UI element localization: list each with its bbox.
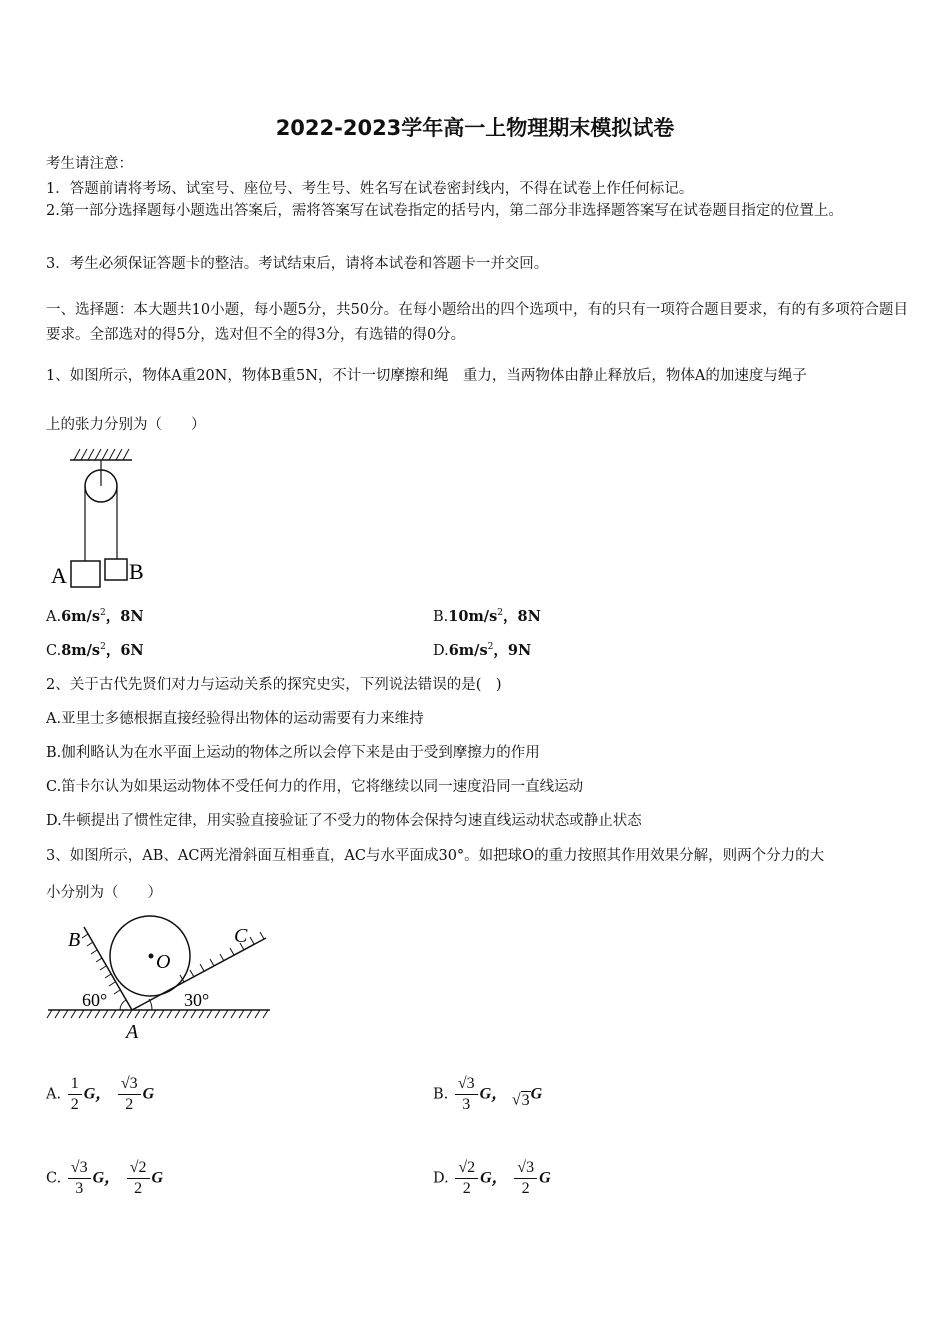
q2-stem: 2、关于古代先贤们对力与运动关系的探究史实，下列说法错误的是( ) [46, 677, 502, 693]
incline-ac-hatch [180, 932, 264, 982]
ground-hatch [47, 1010, 268, 1018]
q1-stem-line1: 1、如图所示，物体A重20N，物体B重5N，不计一切摩擦和绳 重力，当两物体由静止释放后，物体A的加速度与绳子 [46, 368, 807, 384]
q3-stem-line2: 小分别为（ ） [46, 885, 162, 901]
ball-center-dot [149, 954, 154, 959]
q2-option-b[interactable]: B.伽利略认为在水平面上运动的物体之所以会停下来是由于受到摩擦力的作用 [46, 745, 540, 761]
q2-option-a[interactable]: A.亚里士多德根据直接经验得出物体的运动需要有力来维持 [46, 711, 424, 727]
block-b [105, 559, 127, 580]
fraction: $\frac{√3}{3}$ [68, 1158, 91, 1199]
label-b: B [68, 929, 81, 951]
q2-option-c[interactable]: C.笛卡尔认为如果运动物体不受任何力的作用，它将继续以同一速度沿同一直线运动 [46, 779, 584, 795]
ceiling-hatch [74, 449, 129, 460]
notice-item-3: 3．考生必须保证答题卡的整洁。考试结束后，请将本试卷和答题卡一并交回。 [46, 256, 549, 272]
label-c: C [234, 925, 248, 947]
label-b: B [129, 559, 144, 584]
notice-item-1: 1．答题前请将考场、试室号、座位号、考生号、姓名写在试卷密封线内，不得在试卷上作任何标记。 [46, 181, 694, 197]
fraction: $\frac{√3}{3}$ [455, 1074, 478, 1115]
section-heading: 一、选择题：本大题共10小题，每小题5分，共50分。在每小题给出的四个选项中，有的只有一项符合题目要求，有的有多项符合题目要求。全部选对的得5分，选对但不全的得3分，有选错的得0分。 [46, 302, 908, 343]
label-o: O [156, 951, 171, 973]
q1-option-d[interactable]: $D.6m/s^2$，9N [433, 642, 532, 659]
q1-option-b[interactable]: $B.10m/s^2$，8N [433, 608, 541, 625]
fraction: $\frac{√2}{2}$ [455, 1158, 478, 1199]
angle-60-label: 60° [82, 990, 108, 1010]
q3-option-d[interactable]: D. $\frac{√2}{2}$ G， $\frac{√3}{2}$ G [433, 1159, 551, 1197]
notice-heading: 考生请注意： [46, 156, 133, 172]
q1-option-c[interactable]: $C.8m/s^2$，6N [46, 642, 144, 659]
fraction: $\frac{√3}{2}$ [514, 1158, 537, 1199]
q3-option-c[interactable]: C. $\frac{√3}{3}$ G， $\frac{√2}{2}$ G [46, 1159, 164, 1197]
q2-option-d[interactable]: D.牛顿提出了惯性定律，用实验直接验证了不受力的物体会保持匀速直线运动状态或静止状态 [46, 813, 642, 829]
block-a [71, 561, 100, 587]
notice-item-2: 2.第一部分选择题每小题选出答案后，需将答案写在试卷指定的括号内，第二部分非选择题答案写在试卷题目指定的位置上。 [46, 203, 843, 219]
incline-figure [44, 910, 276, 1042]
sqrt: √3 [511, 1091, 530, 1109]
q3-stem-line1: 3、如图所示，AB、AC两光滑斜面互相垂直，AC与水平面成30°。如把球O的重力按照其作用效果分解，则两个分力的大 [46, 848, 825, 864]
q1-stem-line2: 上的张力分别为（ ） [46, 417, 206, 433]
label-a: A [126, 1021, 139, 1042]
angle-arc-left [120, 1000, 126, 1010]
q3-option-b[interactable]: B. $\frac{√3}{3}$ G， √3G [433, 1075, 543, 1113]
pulley-figure [48, 446, 158, 591]
fraction: $\frac{√2}{2}$ [127, 1158, 150, 1199]
incline-ab-hatch [82, 934, 120, 994]
q3-option-a[interactable]: A. $\frac{1}{2}$ G， $\frac{√3}{2}$ G [46, 1075, 155, 1113]
angle-30-label: 30° [184, 990, 210, 1010]
label-a: A [51, 563, 67, 588]
q1-option-a[interactable]: $A.6m/s^2$，8N [46, 608, 144, 625]
page-title: 2022-2023学年高一上物理期末模拟试卷 [275, 116, 675, 140]
fraction: $\frac{√3}{2}$ [118, 1074, 141, 1115]
fraction: $\frac{1}{2}$ [68, 1074, 82, 1115]
